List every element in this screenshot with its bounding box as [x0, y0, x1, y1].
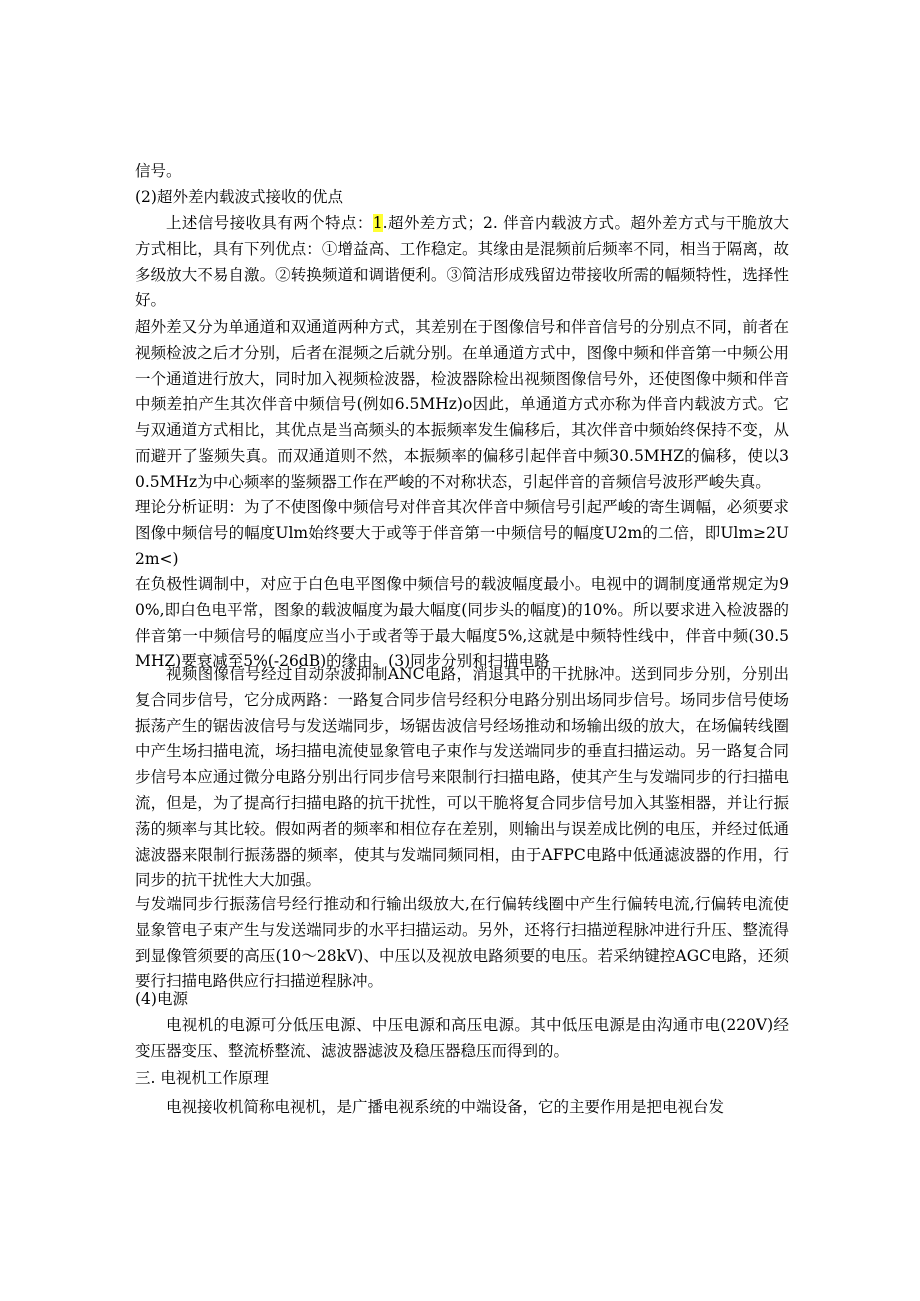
paragraph-principle: 电视接收机简称电视机，是广播电视系统的中端设备，它的主要作用是把电视台发 [166, 1098, 725, 1116]
text-line-signal: 信号。 [135, 162, 182, 180]
section-heading-3: 三. 电视机工作原理 [135, 1069, 269, 1087]
features-text-rest: .超外差方式；2. 伴音内载波方式。超外差方式与干脆放大方式相比，具有下列优点：①增益高、工作稳定。其缘由是混频前后频率不同，相当于隔离，故多级放大不易自激。②转换频道和调谐便利。③简洁形成残留边带接收所需的幅频特性，选择性好。 [135, 214, 789, 310]
paragraph-line-output: 与发端同步行振荡信号经行推动和行输出级放大,在行偏转线圈中产生行偏转电流,行偏转电流使显象管电子束产生与发送端同步的水平扫描运动。另外，还将行扫描逆程脉冲进行升压、整流得到显像管须要的高压(10～28kV)、中压以及视放电路须要的电压。若采纳键控AGC电路，还须要行扫描电路供应行扫描逆程脉冲。 [135, 895, 789, 991]
paragraph-modulation: 在负极性调制中，对应于白色电平图像中频信号的载波幅度最小。电视中的调制度通常规定为90%,即白色电平常，图象的载波幅度为最大幅度(同步头的幅度)的10%。所以要求进入检波器的伴音第一中频信号的幅度应当小于或者等于最大幅度5%,这就是中频特性线中，伴音中频(30.5MHZ)要衰减至5%(-26dB)的缘由。(3)同步分别和扫描电路 [135, 575, 789, 671]
features-text-start: 上述信号接收具有两个特点： [166, 214, 373, 232]
paragraph-channel-modes: 超外差又分为单通道和双通道两种方式，其差别在于图像信号和伴音信号的分别点不同，前者在视频检波之后才分别，后者在混频之后就分别。在单通道方式中，图像中频和伴音第一中频公用一个通道进行放大，同时加入视频检波器，检波器除检出视频图像信号外，还使图像中频和伴音中频差拍产生其次伴音中频信号(例如6.5MHz)o因此，单通道方式亦称为伴音内载波方式。它与双通道方式相比，其优点是当高频头的本振频率发生偏移后，其次伴音中频始终保持不变，从而避开了鉴频失真。而双通道则不然，本振频率的偏移引起伴音中频30.5MHZ的偏移，使以30.5MHz为中心频率的鉴频器工作在严峻的不对称状态，引起伴音的音频信号波形严峻失真。 [135, 318, 789, 491]
paragraph-sync-scan: 视频图像信号经过自动杂波抑制ANC电路，消退其中的干扰脉冲。送到同步分别，分别出复合同步信号，它分成两路：一路复合同步信号经积分电路分别出场同步信号。场同步信号使场振荡产生的锯齿波信号与发送端同步，场锯齿波信号经场推动和场输出级的放大，在场偏转线圈中产生场扫描电流，场扫描电流使显象管电子束作与发送端同步的垂直扫描运动。另一路复合同步信号本应通过微分电路分别出行同步信号来限制行扫描电路，使其产生与发端同步的行扫描电流，但是，为了提高行扫描电路的抗干扰性，可以干脆将复合同步信号加入其鉴相器，并让行振荡的频率与其比较。假如两者的频率和相位存在差别，则输出与误差成比例的电压，并经过低通滤波器来限制行振荡器的频率，使其与发端同频同相，由于AFPC电路中低通滤波器的作用，行同步的抗干扰性大大加强。 [135, 665, 789, 890]
paragraph-power: 电视机的电源可分低压电源、中压电源和高压电源。其中低压电源是由沟通市电(220V)经变压器变压、整流桥整流、滤波器滤波及稳压器稳压而得到的。 [135, 1016, 789, 1060]
highlighted-number: 1 [372, 214, 383, 232]
section-heading-2: (2)超外差内载波式接收的优点 [135, 188, 343, 206]
paragraph-features [135, 211, 789, 314]
paragraph-theory: 理论分析证明：为了不使图像中频信号对伴音其次伴音中频信号引起严峻的寄生调幅，必须要求图像中频信号的幅度Ulm始终要大于或等于伴音第一中频信号的幅度U2m的二倍，即Ulm≥2U2m<) [135, 498, 789, 568]
section-heading-4: (4)电源 [135, 990, 188, 1008]
